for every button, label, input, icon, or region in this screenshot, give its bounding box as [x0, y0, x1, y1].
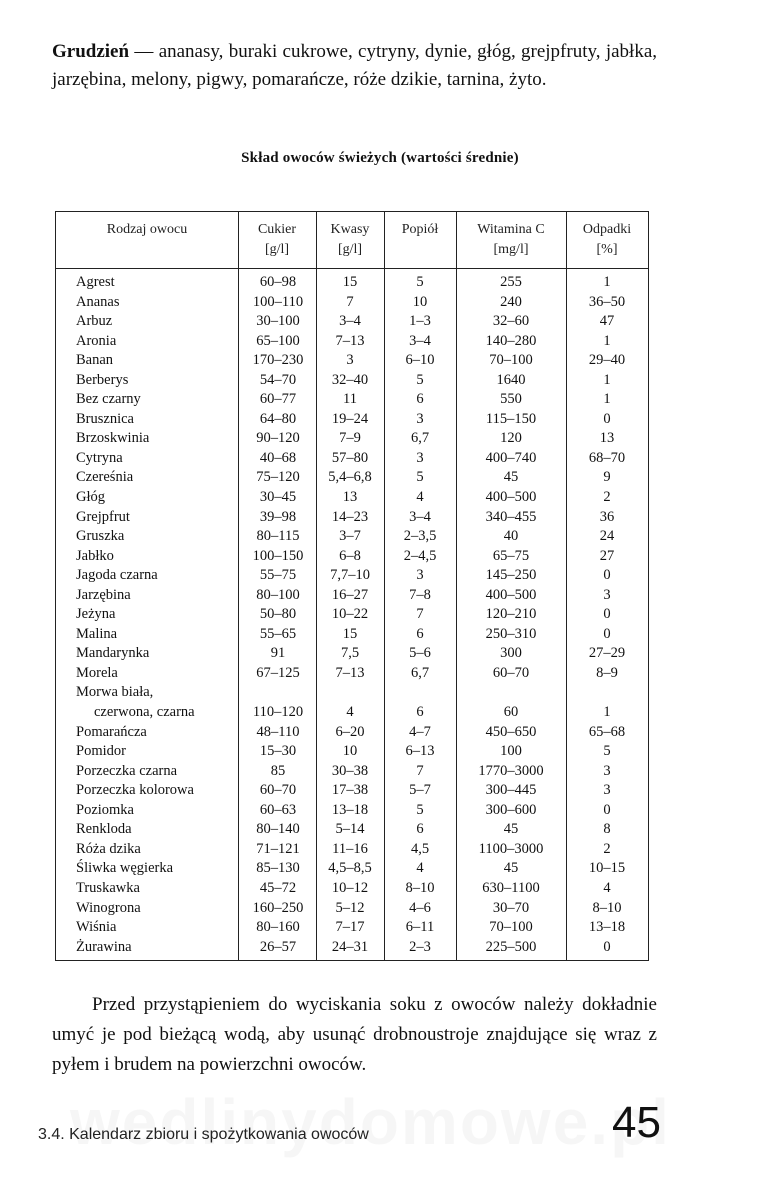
header-divider: [56, 268, 648, 269]
cell-name: Bez czarny: [76, 391, 141, 408]
cell-vitc: 60: [503, 704, 519, 721]
cell-acid: 14–23: [331, 508, 369, 525]
cell-vitc: 340–455: [485, 508, 537, 525]
cell-acid: 7–9: [339, 430, 361, 447]
cell-name: Jagoda czarna: [76, 567, 158, 584]
cell-sugar: 60–63: [259, 801, 297, 818]
intro-text: — ananasy, buraki cukrowe, cytryny, dynie, głóg, grejpfruty, jabłka, jarzębina, melony, pigwy, pomarańcze, róże dzikie, tarnina, żyto.: [52, 41, 657, 90]
cell-vitc: 550: [500, 391, 522, 408]
cell-acid: 7,5: [340, 645, 360, 662]
table-row: [56, 801, 648, 821]
table-row: [56, 449, 648, 469]
cell-ash: 4–7: [409, 723, 431, 740]
table-row: [56, 508, 648, 528]
header-ash: Popiół: [401, 222, 439, 237]
cell-ash: 6: [416, 391, 424, 408]
header-sugar: Cukier [g/l]: [257, 222, 297, 257]
cell-ash: 6: [416, 625, 424, 642]
cell-name: Malina: [76, 625, 118, 642]
cell-name: Berberys: [76, 371, 129, 388]
page-number: 45: [612, 1098, 661, 1147]
cell-sugar: 26–57: [259, 938, 297, 955]
cell-acid: 17–38: [331, 782, 369, 799]
table-row: [56, 488, 648, 508]
cell-ash: 7–8: [409, 586, 431, 603]
cell-name: Ananas: [76, 293, 120, 310]
cell-name: Porzeczka czarna: [76, 762, 178, 779]
cell-vitc: 225–500: [485, 938, 537, 955]
cell-acid: 5,4–6,8: [328, 469, 372, 486]
cell-sugar: 110–120: [252, 704, 304, 721]
cell-waste: 0: [603, 606, 611, 623]
cell-acid: 24–31: [331, 938, 369, 955]
cell-sugar: 85–130: [256, 860, 300, 877]
cell-vitc: 255: [500, 274, 522, 290]
table-row: [56, 879, 648, 899]
cell-name: Jabłko: [76, 547, 114, 564]
header-waste: Odpadki [%]: [582, 222, 632, 257]
cell-ash: 6–11: [405, 919, 435, 936]
cell-name: Agrest: [76, 274, 115, 290]
table-row: [56, 371, 648, 391]
cell-vitc: 32–60: [492, 313, 530, 330]
watermark: [70, 1085, 671, 1159]
table-row: [56, 390, 648, 410]
cell-vitc: 70–100: [489, 352, 533, 369]
cell-sugar: 80–115: [256, 528, 300, 545]
cell-acid: 7–13: [335, 664, 365, 681]
cell-sugar: 60–70: [259, 782, 297, 799]
cell-ash: 5: [416, 469, 424, 486]
cell-vitc: 30–70: [492, 899, 530, 916]
cell-name: Głóg: [76, 489, 105, 506]
cell-name: Morwa biała,: [76, 684, 154, 701]
cell-acid: 32–40: [331, 371, 369, 388]
table-row: [56, 605, 648, 625]
cell-acid: 15: [342, 274, 358, 290]
cell-ash: 6: [416, 704, 424, 721]
cell-vitc: 120: [500, 430, 522, 447]
cell-sugar: 48–110: [256, 723, 300, 740]
table-row: [56, 918, 648, 938]
cell-sugar: 45–72: [259, 879, 297, 896]
cell-vitc: 250–310: [485, 625, 537, 642]
cell-waste: 5: [603, 743, 611, 760]
cell-vitc: 120–210: [485, 606, 537, 623]
cell-ash: 4: [416, 860, 424, 877]
cell-waste: 2: [603, 840, 611, 857]
cell-ash: 1–3: [409, 313, 431, 330]
cell-waste: 29–40: [588, 352, 626, 369]
cell-ash: 7: [416, 762, 424, 779]
cell-ash: 7: [416, 606, 424, 623]
cell-name: Mandarynka: [76, 645, 150, 662]
cell-acid: 3–4: [339, 313, 361, 330]
cell-waste: 1: [603, 391, 611, 408]
table-row: [56, 332, 648, 352]
cell-name: Pomarańcza: [76, 723, 147, 740]
table-row: [56, 293, 648, 313]
cell-sugar: 71–121: [256, 840, 300, 857]
cell-sugar: 30–100: [256, 313, 300, 330]
cell-sugar: 67–125: [256, 664, 300, 681]
cell-acid: 13–18: [331, 801, 369, 818]
cell-sugar: 60–77: [259, 391, 297, 408]
cell-sugar: 160–250: [252, 899, 304, 916]
cell-acid: 10–22: [331, 606, 369, 623]
cell-name: Pomidor: [76, 743, 126, 760]
cell-waste: 24: [599, 528, 615, 545]
cell-acid: 3–7: [339, 528, 361, 545]
cell-ash: 8–10: [405, 879, 435, 896]
cell-waste: 8–9: [596, 664, 618, 681]
cell-waste: 2: [603, 489, 611, 506]
cell-name: Żurawina: [76, 938, 132, 955]
cell-sugar: 54–70: [259, 371, 297, 388]
cell-vitc: 400–740: [485, 449, 537, 466]
cell-ash: 3: [416, 410, 424, 427]
cell-sugar: 39–98: [259, 508, 297, 525]
cell-waste: 4: [603, 879, 611, 896]
table-row: [56, 938, 648, 958]
cell-name: Wiśnia: [76, 919, 117, 936]
cell-vitc: 300–600: [485, 801, 537, 818]
cell-vitc: 65–75: [492, 547, 530, 564]
cell-acid: 16–27: [331, 586, 369, 603]
cell-waste: 3: [603, 762, 611, 779]
cell-vitc: 1100–3000: [478, 840, 544, 857]
cell-name: Aronia: [76, 332, 117, 349]
table-row: [56, 586, 648, 606]
cell-ash: 5: [416, 274, 424, 290]
table-row: [56, 351, 648, 371]
cell-name: Grejpfrut: [76, 508, 130, 525]
cell-waste: 36–50: [588, 293, 626, 310]
table-row: [56, 703, 648, 723]
cell-waste: 0: [603, 938, 611, 955]
table-row: [56, 820, 648, 840]
cell-sugar: 80–160: [256, 919, 300, 936]
cell-waste: 13–18: [588, 919, 626, 936]
cell-sugar: 60–98: [259, 274, 297, 290]
cell-acid: 7–13: [335, 332, 365, 349]
cell-sugar: 15–30: [259, 743, 297, 760]
cell-vitc: 300: [500, 645, 522, 662]
cell-waste: 9: [603, 469, 611, 486]
intro-term: Grudzień: [52, 41, 130, 62]
cell-sugar: 91: [270, 645, 286, 662]
table-row: [56, 859, 648, 879]
table-row: [56, 527, 648, 547]
table-row: [56, 762, 648, 782]
cell-acid: 4,5–8,5: [328, 860, 372, 877]
cell-ash: 4: [416, 489, 424, 506]
cell-ash: 6: [416, 821, 424, 838]
cell-acid: 11–16: [332, 840, 368, 857]
table-row: [56, 468, 648, 488]
cell-waste: 0: [603, 801, 611, 818]
cell-ash: 3–4: [409, 508, 431, 525]
cell-sugar: 85: [270, 762, 286, 779]
cell-ash: 3: [416, 567, 424, 584]
running-footer: 3.4. Kalendarz zbioru i spożytkowania owoców: [38, 1126, 369, 1143]
table-row: [56, 781, 648, 801]
table-row: [56, 742, 648, 762]
table-row: [56, 899, 648, 919]
cell-waste: 68–70: [588, 449, 626, 466]
cell-sugar: 75–120: [256, 469, 300, 486]
cell-acid: 10: [342, 743, 358, 760]
cell-waste: 0: [603, 410, 611, 427]
cell-sugar: 100–150: [252, 547, 304, 564]
table-row: [56, 547, 648, 567]
cell-acid: 5–14: [335, 821, 365, 838]
cell-acid: 7: [346, 293, 354, 310]
cell-ash: 3–4: [409, 332, 431, 349]
table-row: [56, 625, 648, 645]
table-row: [56, 566, 648, 586]
cell-vitc: 45: [503, 821, 519, 838]
cell-waste: 3: [603, 586, 611, 603]
cell-sugar: 170–230: [252, 352, 304, 369]
intro-paragraph: [52, 38, 657, 94]
cell-waste: 47: [599, 313, 615, 330]
cell-name: Arbuz: [76, 313, 113, 330]
table-row: [56, 644, 648, 664]
table-title: Skład owoców świeżych (wartości średnie): [241, 150, 519, 166]
cell-waste: 0: [603, 625, 611, 642]
cell-name: Brusznica: [76, 410, 134, 427]
cell-vitc: 100: [500, 743, 522, 760]
table-row: [56, 840, 648, 860]
header-vitamin-c: Witamina C [mg/l]: [477, 222, 545, 257]
table-row: [56, 723, 648, 743]
cell-vitc: 450–650: [485, 723, 537, 740]
cell-acid: 7–17: [335, 919, 365, 936]
cell-vitc: 240: [500, 293, 522, 310]
cell-waste: 3: [603, 782, 611, 799]
cell-name: Winogrona: [76, 899, 141, 916]
cell-sugar: 55–75: [259, 567, 297, 584]
cell-name: Śliwka węgierka: [76, 860, 174, 877]
cell-waste: 65–68: [588, 723, 626, 740]
cell-waste: 36: [599, 508, 615, 525]
cell-ash: 6,7: [410, 664, 430, 681]
table-row: [56, 429, 648, 449]
cell-acid: 19–24: [331, 410, 369, 427]
cell-waste: 10–15: [588, 860, 626, 877]
cell-waste: 1: [603, 371, 611, 388]
cell-ash: 6,7: [410, 430, 430, 447]
cell-name: Cytryna: [76, 449, 123, 466]
cell-waste: 1: [603, 704, 611, 721]
cell-acid: 5–12: [335, 899, 365, 916]
table-body: [56, 273, 648, 957]
cell-sugar: 50–80: [259, 606, 297, 623]
cell-acid: 6–8: [339, 547, 361, 564]
cell-acid: 6–20: [335, 723, 365, 740]
table-row: [56, 410, 648, 430]
cell-vitc: 400–500: [485, 489, 537, 506]
cell-vitc: 400–500: [485, 586, 537, 603]
cell-waste: 8: [603, 821, 611, 838]
cell-name: Jarzębina: [76, 586, 131, 603]
cell-ash: 5: [416, 801, 424, 818]
cell-acid: 30–38: [331, 762, 369, 779]
cell-sugar: 90–120: [256, 430, 300, 447]
cell-ash: 2–4,5: [403, 547, 437, 564]
cell-ash: 2–3,5: [403, 528, 437, 545]
cell-sugar: 55–65: [259, 625, 297, 642]
cell-name: Morela: [76, 664, 118, 681]
cell-ash: 5–7: [409, 782, 431, 799]
cell-sugar: 64–80: [259, 410, 297, 427]
cell-name: Truskawka: [76, 879, 140, 896]
cell-sugar: 100–110: [252, 293, 304, 310]
cell-waste: 27–29: [588, 645, 626, 662]
cell-name: Brzoskwinia: [76, 430, 150, 447]
cell-sugar: 65–100: [256, 332, 300, 349]
cell-waste: 0: [603, 567, 611, 584]
header-acid: Kwasy [g/l]: [330, 222, 370, 257]
cell-ash: 3: [416, 449, 424, 466]
cell-acid: 57–80: [331, 449, 369, 466]
cell-acid: 15: [342, 625, 358, 642]
cell-vitc: 1640: [496, 371, 526, 388]
cell-name: Róża dzika: [76, 840, 141, 857]
cell-vitc: 40: [503, 528, 519, 545]
cell-name: Gruszka: [76, 528, 125, 545]
cell-vitc: 115–150: [485, 410, 537, 427]
cell-vitc: 60–70: [492, 664, 530, 681]
cell-name: Banan: [76, 352, 114, 369]
header-name: Rodzaj owocu: [106, 222, 188, 237]
cell-name: Poziomka: [76, 801, 134, 818]
table-row: [56, 312, 648, 332]
cell-waste: 27: [599, 547, 615, 564]
cell-vitc: 140–280: [485, 332, 537, 349]
cell-waste: 1: [603, 332, 611, 349]
cell-acid: 4: [346, 704, 354, 721]
cell-ash: 6–10: [405, 352, 435, 369]
cell-sugar: 80–100: [256, 586, 300, 603]
cell-vitc: 70–100: [489, 919, 533, 936]
cell-vitc: 300–445: [485, 782, 537, 799]
table-row: [56, 683, 648, 703]
cell-vitc: 630–1100: [482, 879, 540, 896]
cell-name: czerwona, czarna: [94, 704, 195, 721]
cell-vitc: 45: [503, 469, 519, 486]
cell-name: Czereśnia: [76, 469, 134, 486]
fruit-composition-table: [55, 211, 649, 961]
cell-ash: 4–6: [409, 899, 431, 916]
cell-sugar: 30–45: [259, 489, 297, 506]
cell-sugar: 80–140: [256, 821, 300, 838]
cell-ash: 5–6: [409, 645, 431, 662]
cell-ash: 6–13: [405, 743, 435, 760]
cell-name: Jeżyna: [76, 606, 116, 623]
cell-sugar: 40–68: [259, 449, 297, 466]
cell-name: Renkloda: [76, 821, 132, 838]
body-paragraph: Przed przystąpieniem do wyciskania soku z owoców należy dokładnie umyć je pod bieżącą wodą, aby usunąć drobnoustroje znajdujące się wraz z pyłem i brudem na powierzchni owoców.: [52, 994, 657, 1075]
cell-name: Porzeczka kolorowa: [76, 782, 194, 799]
cell-ash: 10: [412, 293, 428, 310]
cell-vitc: 45: [503, 860, 519, 877]
cell-acid: 10–12: [331, 879, 369, 896]
cell-ash: 4,5: [410, 840, 430, 857]
cell-acid: 13: [342, 489, 358, 506]
cell-waste: 13: [599, 430, 615, 447]
cell-waste: 1: [603, 274, 611, 290]
cell-ash: 5: [416, 371, 424, 388]
cell-acid: 7,7–10: [330, 567, 370, 584]
cell-acid: 11: [343, 391, 357, 408]
cell-vitc: 145–250: [485, 567, 537, 584]
table-row: [56, 273, 648, 293]
cell-ash: 2–3: [409, 938, 431, 955]
cell-acid: 3: [346, 352, 354, 369]
cell-waste: 8–10: [592, 899, 622, 916]
cell-vitc: 1770–3000: [478, 762, 544, 779]
table-row: [56, 664, 648, 684]
